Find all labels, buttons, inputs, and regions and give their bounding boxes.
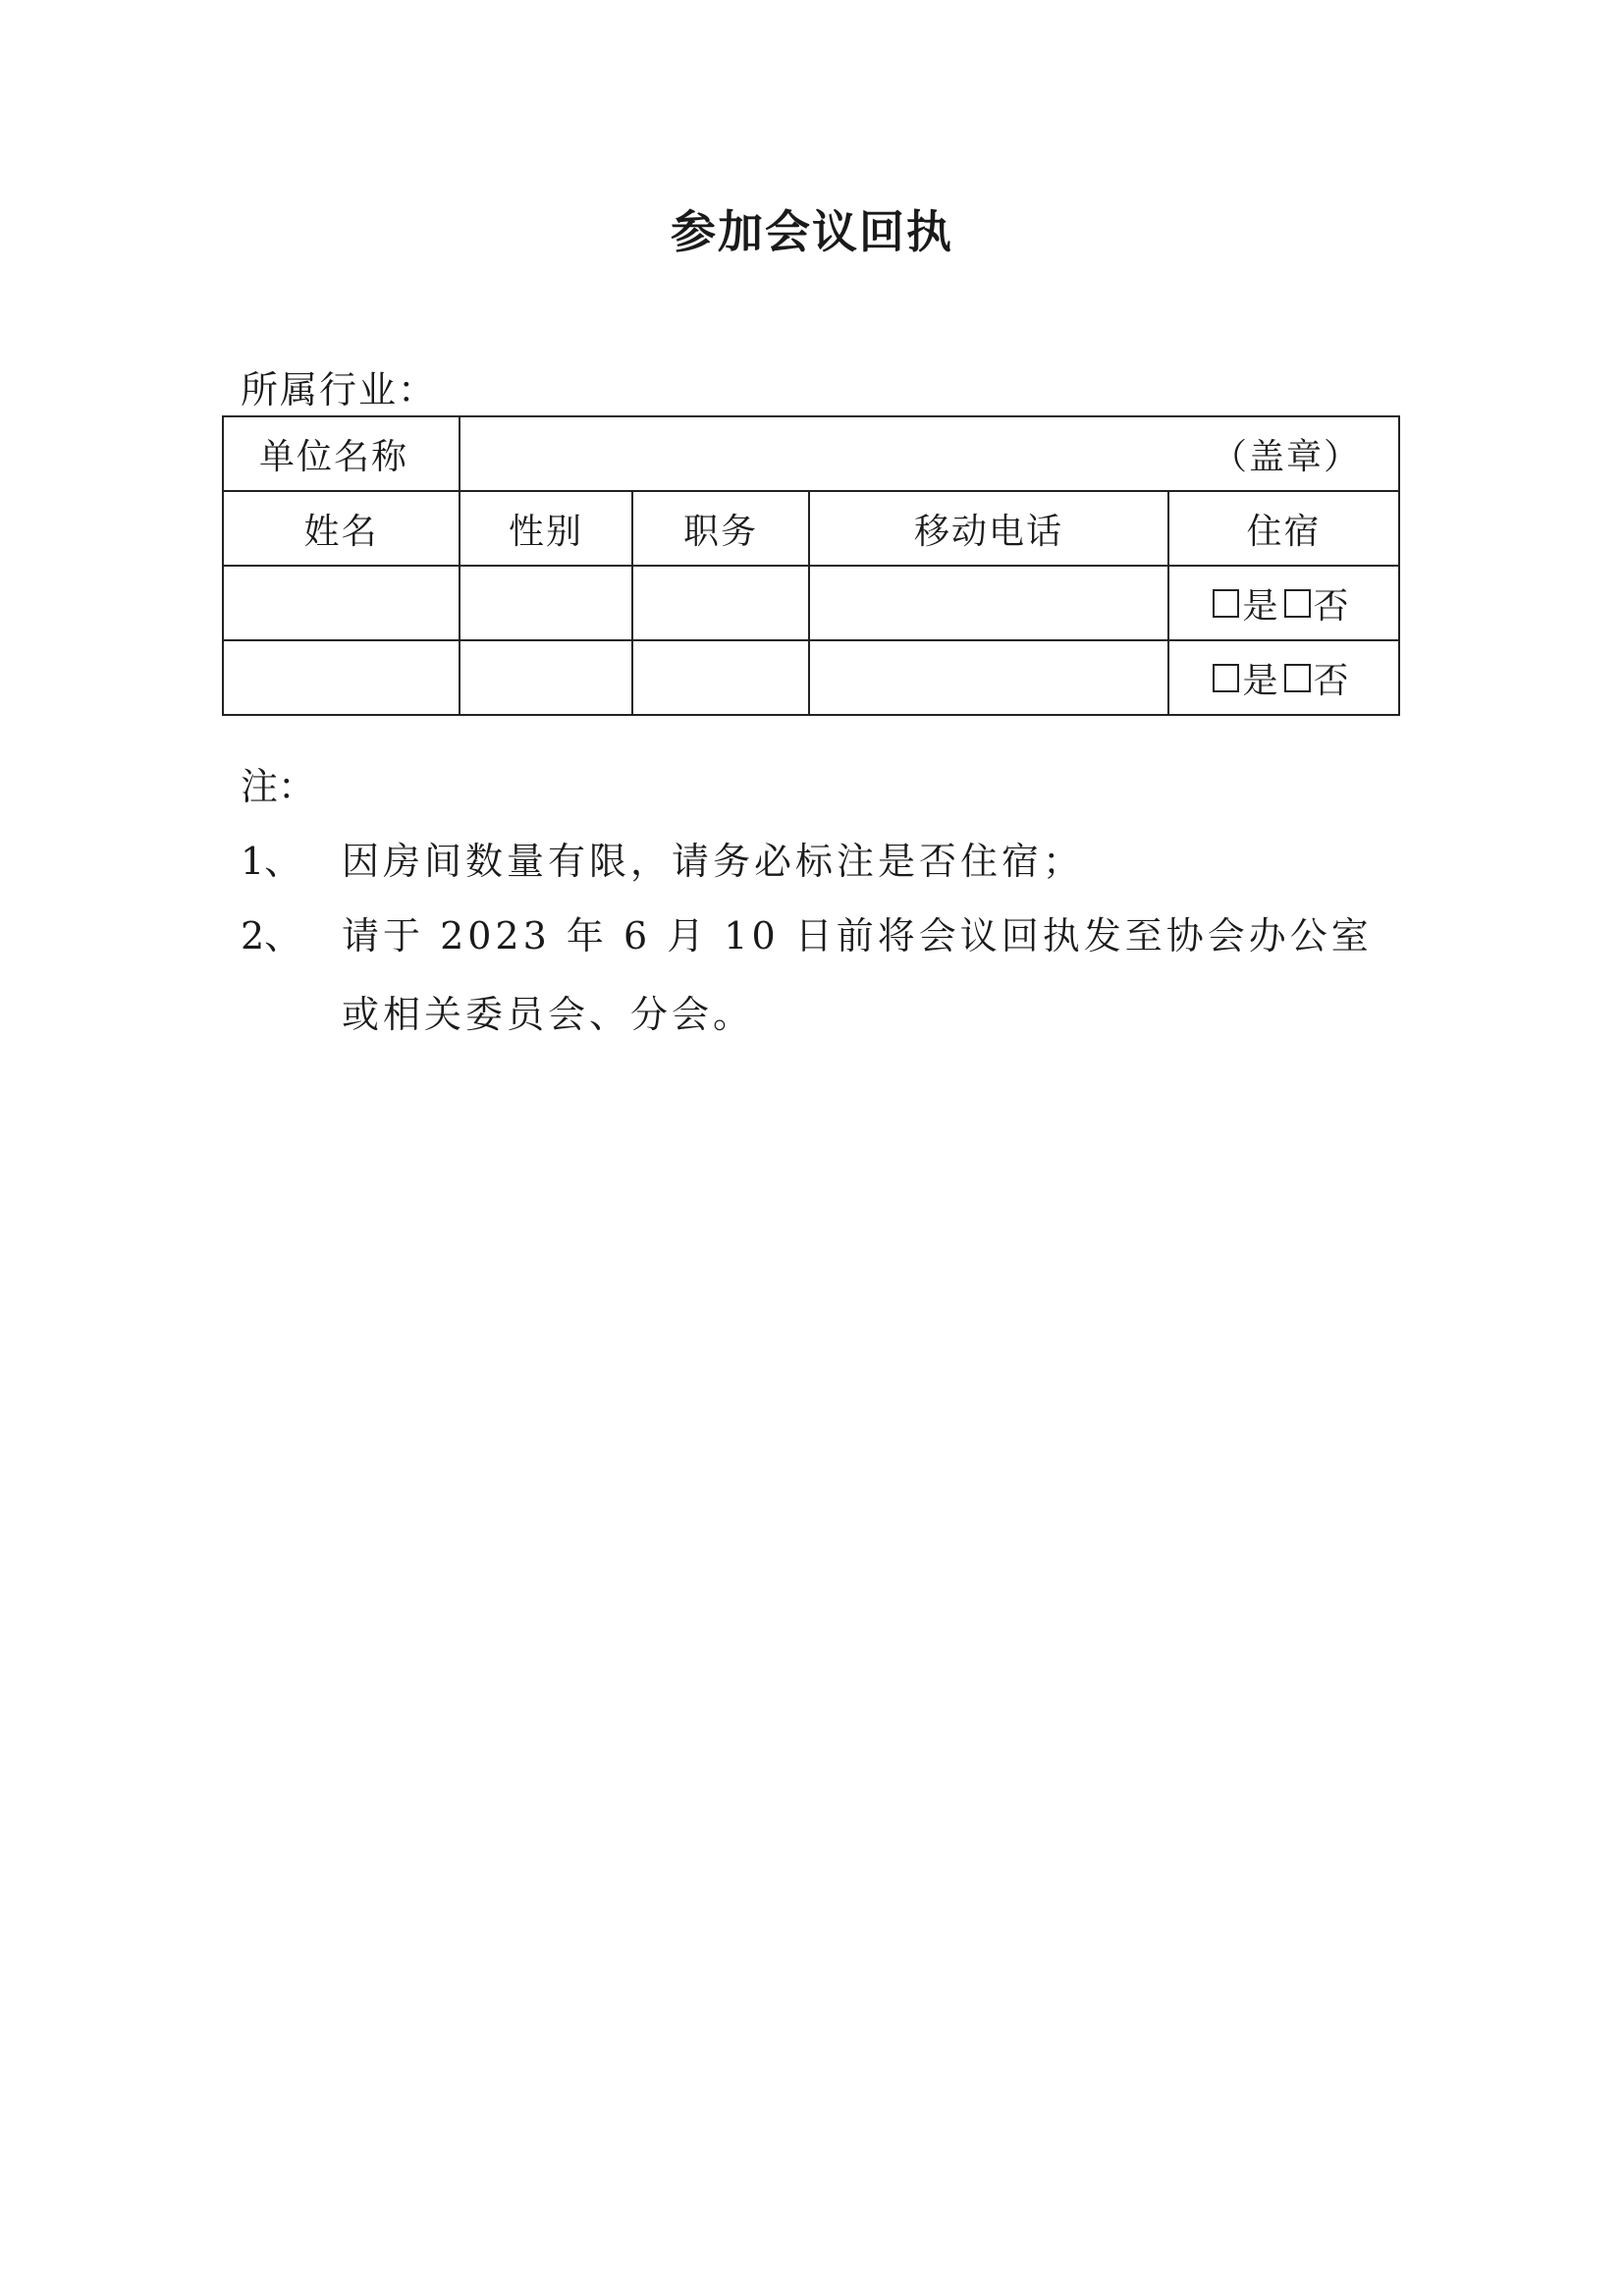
registration-table xyxy=(222,415,1400,716)
no-checkbox[interactable] xyxy=(1284,589,1311,618)
seal-text: （盖章） xyxy=(1212,436,1362,477)
no-label: 否 xyxy=(1313,660,1351,701)
unit-name-label: 单位名称 xyxy=(223,416,460,491)
note-number-2: 2、 xyxy=(241,914,302,957)
note-text-1: 因房间数量有限，请务必标注是否住宿； xyxy=(342,840,1085,883)
header-lodging: 住宿 xyxy=(1168,491,1399,566)
position-cell[interactable] xyxy=(632,566,809,640)
no-checkbox[interactable] xyxy=(1284,664,1311,692)
document-title: 参加会议回执 xyxy=(671,205,953,258)
lodging-cell xyxy=(1168,566,1399,640)
notes-heading: 注： xyxy=(241,765,316,808)
header-row xyxy=(223,491,1399,566)
note-text-2-line-1: 请于 2023 年 6 月 10 日前将会议回执发至协会办公室 xyxy=(342,914,1373,957)
table-row xyxy=(223,640,1399,715)
gender-cell[interactable] xyxy=(460,566,632,640)
phone-cell[interactable] xyxy=(809,566,1168,640)
phone-cell[interactable] xyxy=(809,640,1168,715)
lodging-options xyxy=(1213,578,1354,629)
yes-checkbox[interactable] xyxy=(1213,664,1239,692)
lodging-cell xyxy=(1168,640,1399,715)
note-number-1: 1、 xyxy=(241,840,302,883)
note-text-2-line-2: 或相关委员会、分会。 xyxy=(342,993,755,1036)
unit-name-field[interactable] xyxy=(460,416,1399,491)
name-cell[interactable] xyxy=(223,640,460,715)
table-row xyxy=(223,566,1399,640)
gender-cell[interactable] xyxy=(460,640,632,715)
yes-label: 是 xyxy=(1242,585,1280,627)
yes-label: 是 xyxy=(1242,660,1280,701)
header-name: 姓名 xyxy=(223,491,460,566)
yes-checkbox[interactable] xyxy=(1213,589,1239,618)
lodging-options xyxy=(1213,653,1354,703)
industry-label: 所属行业： xyxy=(241,368,438,411)
header-position: 职务 xyxy=(632,491,809,566)
no-label: 否 xyxy=(1313,585,1351,627)
header-gender: 性别 xyxy=(460,491,632,566)
position-cell[interactable] xyxy=(632,640,809,715)
unit-row xyxy=(223,416,1399,491)
header-phone: 移动电话 xyxy=(809,491,1168,566)
name-cell[interactable] xyxy=(223,566,460,640)
